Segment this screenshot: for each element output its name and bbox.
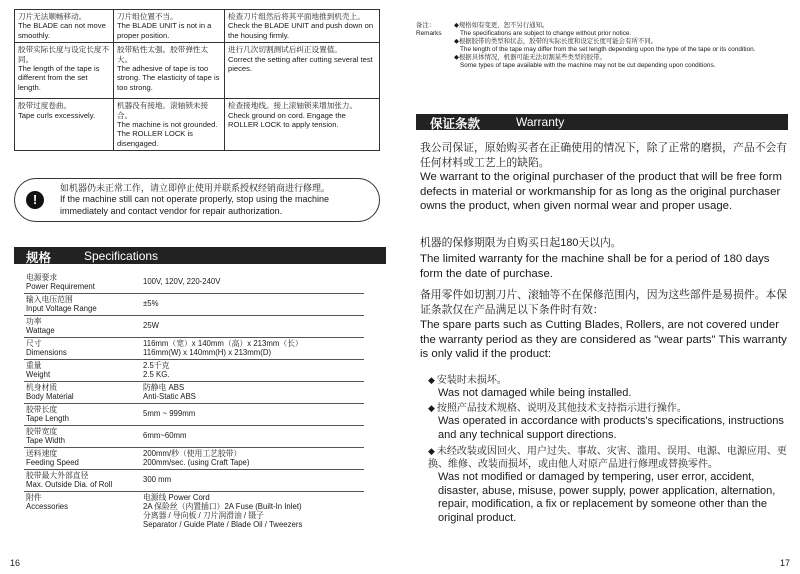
spec-value: 300 mm	[143, 475, 172, 485]
spec-key-zh: 功率	[26, 316, 42, 326]
table-row	[24, 381, 364, 403]
solution-zh: 进行几次切割测试后纠正设置值。	[228, 45, 342, 55]
spec-key-zh: 重量	[26, 360, 42, 370]
table-row	[24, 359, 364, 381]
remark-line: The length of the tape may differ from the set length depending upon the type of the tape or its condition.	[460, 46, 756, 53]
cause-zh: 刀片组位置不当。	[117, 12, 178, 21]
bullet-en: Was not modified or damaged by tempering, user error, accident, disaster, abuse, misuse, power supply, power application, alternation, repair, modification, a fix or replacement by someone other than the original product.	[438, 471, 776, 524]
warranty-p2-zh: 机器的保修期限为自购买日起180天以内。	[420, 237, 622, 249]
spec-value: 2.5 KG.	[143, 370, 170, 379]
spec-key-zh: 机身材质	[26, 382, 58, 392]
spec-key-en: Accessories	[26, 501, 69, 511]
warranty-p3-en: The spare parts such as Cutting Blades, Rollers, are not covered under the warranty period as they are considered as "wear parts" This warranty is only valid if the product:	[420, 319, 787, 361]
spec-key-en: Input Voltage Range	[26, 304, 97, 313]
diamond-bullet-icon: ◆	[428, 403, 435, 413]
cause-en: The machine is not grounded. The ROLLER LOCK is disengaged.	[117, 120, 218, 148]
spec-value: ±5%	[143, 299, 159, 309]
spec-key-en: Tape Length	[26, 414, 69, 423]
warning-en: If the machine still can not operate properly, stop using the machine immediately and contact vendor for repair authorization.	[60, 194, 329, 216]
spec-key-en: Weight	[26, 370, 51, 379]
solution-zh: 检查刀片组然后将其平面地推到机壳上。	[228, 12, 365, 21]
table-row	[24, 491, 364, 535]
problem-zh: 胶带过度卷曲。	[18, 101, 72, 111]
spec-value: 分离器 / 导向板 / 刀片润滑油 / 镊子	[143, 510, 264, 520]
spec-key-zh: 输入电压范围	[26, 294, 73, 304]
spec-key-en: Max. Outside Dia. of Roll	[26, 480, 113, 489]
table-row	[24, 315, 364, 337]
cause-zh: 机器没有接地。滚轴锁未接合。	[117, 101, 209, 120]
remarks-label-en: Remarks	[416, 30, 442, 37]
solution-en: Check the BLADE UNIT and push down on the housing firmly.	[228, 21, 374, 40]
remarks-label	[416, 22, 446, 38]
spec-header-zh: 规格	[26, 251, 52, 265]
warranty-bullet	[428, 402, 788, 442]
spec-value: 防静电 ABS	[143, 382, 185, 392]
cause-en: The BLADE UNIT is not in a proper position.	[117, 21, 212, 40]
bullet-zh: 按照产品技术规格、说明及其他技术支持指示进行操作。	[436, 403, 687, 414]
warranty-header-en: Warranty	[516, 115, 565, 129]
remark-line: Some types of tape available with the machine may not be cut depending upon conditions.	[460, 62, 716, 69]
table-row	[24, 293, 364, 315]
spec-value: 电源线 Power Cord	[143, 492, 210, 502]
spec-value: Separator / Guide Plate / Blade Oil / Tweezers	[143, 520, 303, 530]
spec-value: 100V, 120V, 220-240V	[143, 277, 221, 287]
remarks-label-zh: 备注：	[416, 22, 436, 29]
spec-key-zh: 附件	[26, 492, 42, 502]
spec-value: 6mm~60mm	[143, 431, 187, 441]
spec-header-en: Specifications	[84, 249, 159, 263]
spec-value: 5mm ~ 999mm	[143, 409, 196, 419]
spec-key-en: Feeding Speed	[26, 458, 79, 467]
page-number-left: 16	[10, 558, 21, 568]
problem-en: The BLADE can not move smoothly.	[18, 21, 106, 40]
cause-zh: 胶带粘性太强。胶带弹性太大。	[117, 45, 209, 64]
problem-en: Tape curls excessively.	[18, 110, 96, 120]
spec-value: 200mm/秒（使用工艺胶带）	[143, 448, 242, 458]
spec-value: 200mm/sec. (using Craft Tape)	[143, 458, 250, 467]
remark-line: The specifications are subject to change without prior notice.	[460, 30, 632, 37]
spec-key-en: Power Requirement	[26, 281, 95, 291]
table-row	[15, 99, 380, 151]
spec-key-zh: 电源要求	[26, 272, 58, 282]
spec-value: 116mm（宽）x 140mm（高）x 213mm（长）	[143, 338, 303, 348]
cause-en: The adhesive of tape is too strong. The elasticity of tape is too strong.	[117, 64, 220, 92]
problem-zh: 刀片无法顺畅移动。	[18, 12, 87, 21]
warranty-p3-zh: 备用零件如切割刀片、滚轴等不在保修范围内，因为这些部件是易损件。本保证条款仅在产品满足以下条件时有效：	[420, 289, 788, 316]
table-row	[24, 337, 364, 359]
warranty-p2-en: The limited warranty for the machine shall be for a period of 180 days form the date of purchase.	[420, 253, 770, 280]
remark-line: ◆根据具体情况，机器可能无法切割某些类型的胶带。	[454, 54, 606, 61]
spec-key-en: Dimensions	[26, 348, 67, 357]
remarks-body	[454, 22, 796, 70]
warning-text	[60, 183, 376, 217]
diamond-bullet-icon: ◆	[428, 446, 435, 456]
warranty-header	[416, 114, 788, 130]
troubleshooting-table	[14, 9, 380, 151]
problem-en: The length of the tape is different from the set length.	[18, 64, 100, 92]
table-row	[24, 271, 364, 293]
table-row	[24, 447, 364, 469]
spec-key-zh: 胶带最大外部直径	[26, 470, 89, 480]
exclamation-icon: !	[26, 191, 44, 209]
table-row	[15, 43, 380, 99]
bullet-en: Was operated in accordance with products's specifications, instructions and any technical support directions.	[438, 415, 784, 441]
solution-en: Check ground on cord. Engage the ROLLER LOCK to apply tension.	[228, 110, 346, 130]
spec-value: 2.5千克	[143, 360, 170, 370]
spec-value: 2A 保险丝（内置插口）2A Fuse (Built-In Inlet)	[143, 501, 302, 511]
bullet-en: Was not damaged while being installed.	[438, 387, 632, 399]
specifications-header	[14, 247, 386, 264]
spec-key-en: Wattage	[26, 326, 55, 335]
warranty-bullet	[428, 374, 788, 401]
warranty-p1-en: We warrant to the original purchaser of the product that will be free form defects in material or workmanship for as long as the original purchaser owns the product, when given normal wear and proper usage.	[420, 171, 782, 213]
spec-key-zh: 尺寸	[26, 338, 42, 348]
table-row	[24, 469, 364, 491]
warranty-p1-zh: 我公司保证，原始购买者在正确使用的情况下，除了正常的磨损，产品不会有任何材料或工艺上的缺陷。	[420, 142, 788, 169]
table-row	[15, 10, 380, 43]
bullet-zh: 安装时未损坏。	[436, 375, 507, 386]
page-number-right: 17	[780, 558, 791, 568]
table-row	[24, 403, 364, 425]
remark-line: ◆根据胶带的类型和状态，胶带的实际长度和设定长度可能会有所不同。	[454, 38, 658, 45]
spec-key-en: Body Material	[26, 392, 74, 401]
specifications-table	[24, 271, 364, 535]
solution-zh: 检查接地线。接上滚轴锁来增加张力。	[228, 101, 358, 111]
spec-value: 25W	[143, 321, 160, 331]
spec-value: Anti-Static ABS	[143, 392, 196, 401]
spec-key-en: Tape Width	[26, 436, 66, 445]
bullet-zh: 未经改装或因回火、用户过失、事故、灾害、滥用、误用、电源、电源应用、更换、维修、改装而损坏，或由他人对原产品进行修理或替换零件。	[428, 446, 787, 470]
warranty-header-zh: 保证条款	[430, 117, 481, 131]
diamond-bullet-icon: ◆	[428, 375, 435, 385]
solution-en: Correct the setting after cutting several test pieces.	[228, 54, 373, 74]
spec-key-zh: 胶带长度	[26, 404, 58, 414]
problem-zh: 胶带实际长度与设定长度不同。	[18, 45, 110, 64]
warranty-bullet	[428, 445, 790, 525]
spec-key-zh: 胶带宽度	[26, 426, 58, 436]
table-row	[24, 425, 364, 447]
spec-value: 116mm(W) x 140mm(H) x 213mm(D)	[143, 348, 272, 357]
warning-zh: 如机器仍未正常工作，请立即停止使用并联系授权经销商进行修理。	[60, 183, 331, 193]
spec-key-zh: 送料速度	[26, 448, 58, 458]
remark-line: ◆规格如有变更，恕不另行通知。	[454, 22, 549, 29]
